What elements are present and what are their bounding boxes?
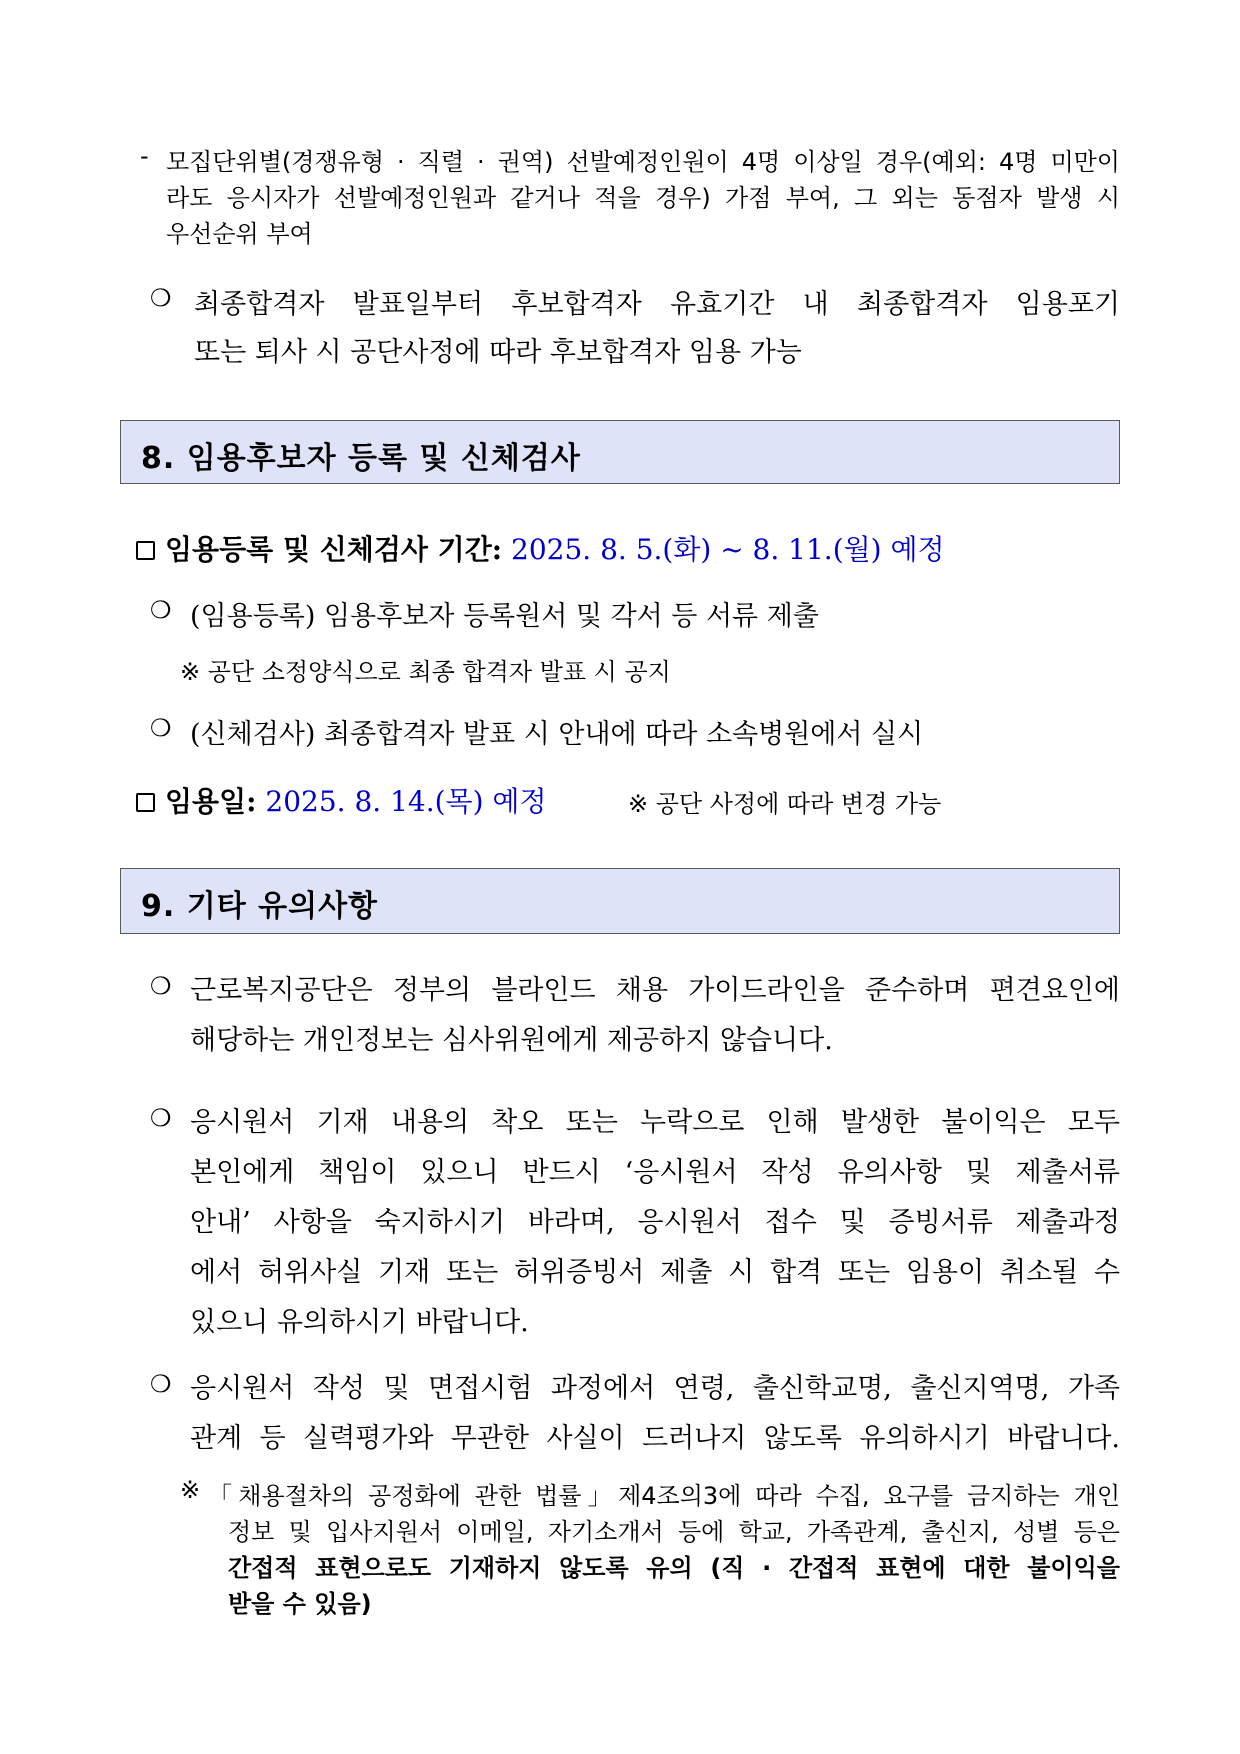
period-value: 2025. 8. 5.(화) ~ 8. 11.(월) 예정	[511, 533, 945, 566]
note-line-2: 정보 및 입사지원서 이메일, 자기소개서 등에 학교, 가족관계, 출신지, 성별 등은	[228, 1518, 1120, 1546]
notice-paragraph-2-line-4: 에서 허위사실 기재 또는 허위증빙서 제출 시 합격 또는 임용이 취소될 수	[190, 1257, 1120, 1288]
appointment-date-label: 임용일:	[165, 785, 257, 818]
checkbox-square-icon	[136, 541, 155, 560]
appointment-date-note: ※ 공단 사정에 따라 변경 가능	[628, 790, 942, 818]
intro-line-2: 라도 응시자가 선발예정인원과 같거나 적을 경우) 가점 부여, 그 외는 동점자 발생 시	[166, 184, 1120, 212]
notice-paragraph-3-line-1: 응시원서 작성 및 면접시험 과정에서 연령, 출신학교명, 출신지역명, 가족	[190, 1373, 1120, 1404]
bullet-icon: ❍	[150, 596, 172, 624]
section-8-header	[120, 420, 1120, 484]
bullet-icon: ❍	[150, 1370, 172, 1398]
bullet-icon: ❍	[150, 284, 172, 312]
period-label: 임용등록 및 신체검사 기간:	[165, 533, 503, 566]
appointment-date-value: 2025. 8. 14.(목) 예정	[265, 785, 547, 818]
intro-bullet-line-1: 최종합격자 발표일부터 후보합격자 유효기간 내 최종합격자 임용포기	[194, 289, 1120, 320]
intro-line-1: 모집단위별(경쟁유형 · 직렬 · 권역) 선발예정인원이 4명 이상일 경우(예외: 4명 미만이	[166, 148, 1120, 176]
note-line-3: 간접적 표현으로도 기재하지 않도록 유의 (직 · 간접적 표현에 대한 불이익을	[228, 1554, 1120, 1582]
section-8-title: 8. 임용후보자 등록 및 신체검사	[141, 441, 581, 476]
bullet-icon: ❍	[150, 1104, 172, 1132]
registration-item: (임용등록) 임용후보자 등록원서 및 각서 등 서류 제출	[190, 601, 819, 632]
section-9-header	[120, 868, 1120, 934]
notice-paragraph-1-line-1: 근로복지공단은 정부의 블라인드 채용 가이드라인을 준수하며 편견요인에	[190, 975, 1120, 1006]
notice-paragraph-1-line-2: 해당하는 개인정보는 심사위원에게 제공하지 않습니다.	[190, 1025, 833, 1056]
notice-paragraph-2-line-1: 응시원서 기재 내용의 착오 또는 누락으로 인해 발생한 불이익은 모두	[190, 1107, 1120, 1138]
bullet-icon: ❍	[150, 972, 172, 1000]
notice-paragraph-2-line-5: 있으니 유의하시기 바랍니다.	[190, 1307, 529, 1338]
note-mark: ※	[180, 1476, 201, 1504]
intro-bullet-line-2: 또는 퇴사 시 공단사정에 따라 후보합격자 임용 가능	[194, 337, 802, 368]
notice-paragraph-3-line-2: 관계 등 실력평가와 무관한 사실이 드러나지 않도록 유의하시기 바랍니다.	[190, 1423, 1120, 1454]
note-line-4: 받을 수 있음)	[228, 1590, 372, 1618]
medical-exam-item: (신체검사) 최종합격자 발표 시 안내에 따라 소속병원에서 실시	[190, 719, 924, 750]
section-9-title: 9. 기타 유의사항	[141, 889, 379, 924]
intro-line-3: 우선순위 부여	[166, 220, 313, 248]
appointment-date-line	[136, 780, 547, 820]
period-line	[136, 528, 945, 568]
intro-dash: -	[140, 142, 149, 170]
checkbox-square-icon	[136, 793, 155, 812]
note-line-1: 「채용절차의 공정화에 관한 법률」제4조의3에 따라 수집, 요구를 금지하는 개인	[208, 1482, 1120, 1510]
notice-paragraph-2-line-2: 본인에게 책임이 있으니 반드시 ‘응시원서 작성 유의사항 및 제출서류	[190, 1157, 1120, 1188]
bullet-icon: ❍	[150, 714, 172, 742]
notice-paragraph-2-line-3: 안내’ 사항을 숙지하시기 바라며, 응시원서 접수 및 증빙서류 제출과정	[190, 1207, 1120, 1238]
registration-note: ※ 공단 소정양식으로 최종 합격자 발표 시 공지	[180, 658, 671, 686]
